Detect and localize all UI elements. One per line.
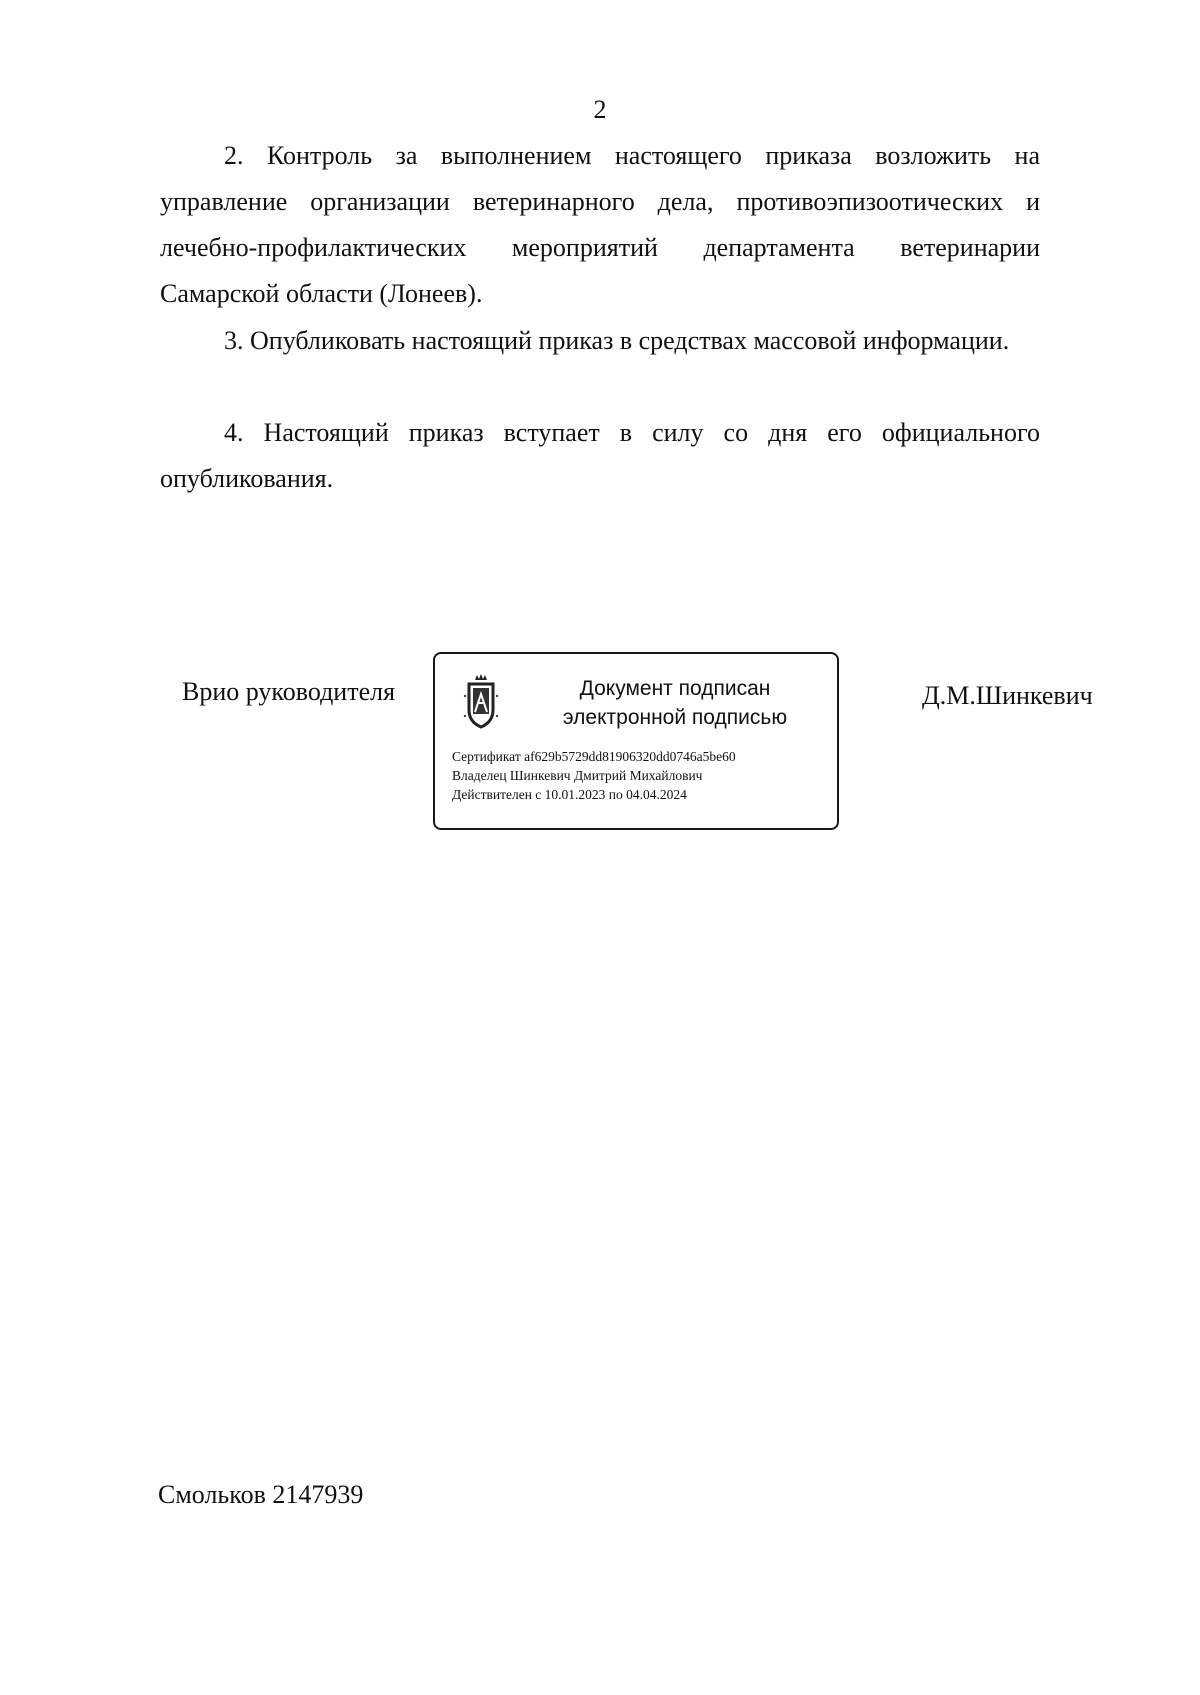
stamp-owner: Владелец Шинкевич Дмитрий Михайлович <box>452 768 703 783</box>
stamp-certificate: Сертификат af629b5729dd81906320dd0746a5be60 <box>452 749 736 764</box>
stamp-title-line-2: электронной подписью <box>562 706 788 729</box>
paragraph-3: 3. Опубликовать настоящий приказ в средствах массовой информации. <box>224 326 1010 355</box>
paragraph-4: 4. Настоящий приказ вступает в силу со дня его официального опубликования. <box>160 418 1040 493</box>
stamp-validity: Действителен с 10.01.2023 по 04.04.2024 <box>452 787 687 802</box>
executor-note: Смольков 2147939 <box>158 1480 364 1509</box>
stamp-title-line-1: Документ подписан <box>579 677 771 700</box>
paragraph-2: 2. Контроль за выполнением настоящего приказа возложить на управление организации ветеринарного дела, противоэпизоотических и лечебно-профилактических мероприятий департамента ветеринарии Самарской области (Лонеев). <box>160 141 1040 308</box>
electronic-signature-stamp <box>433 652 839 830</box>
stamp-details <box>452 747 832 804</box>
signatory-name: Д.М.Шинкевич <box>922 681 1093 710</box>
coat-of-arms-icon <box>461 672 501 732</box>
page-number: 2 <box>593 95 607 124</box>
stamp-title <box>545 674 805 732</box>
signatory-position: Врио руководителя <box>182 677 396 706</box>
